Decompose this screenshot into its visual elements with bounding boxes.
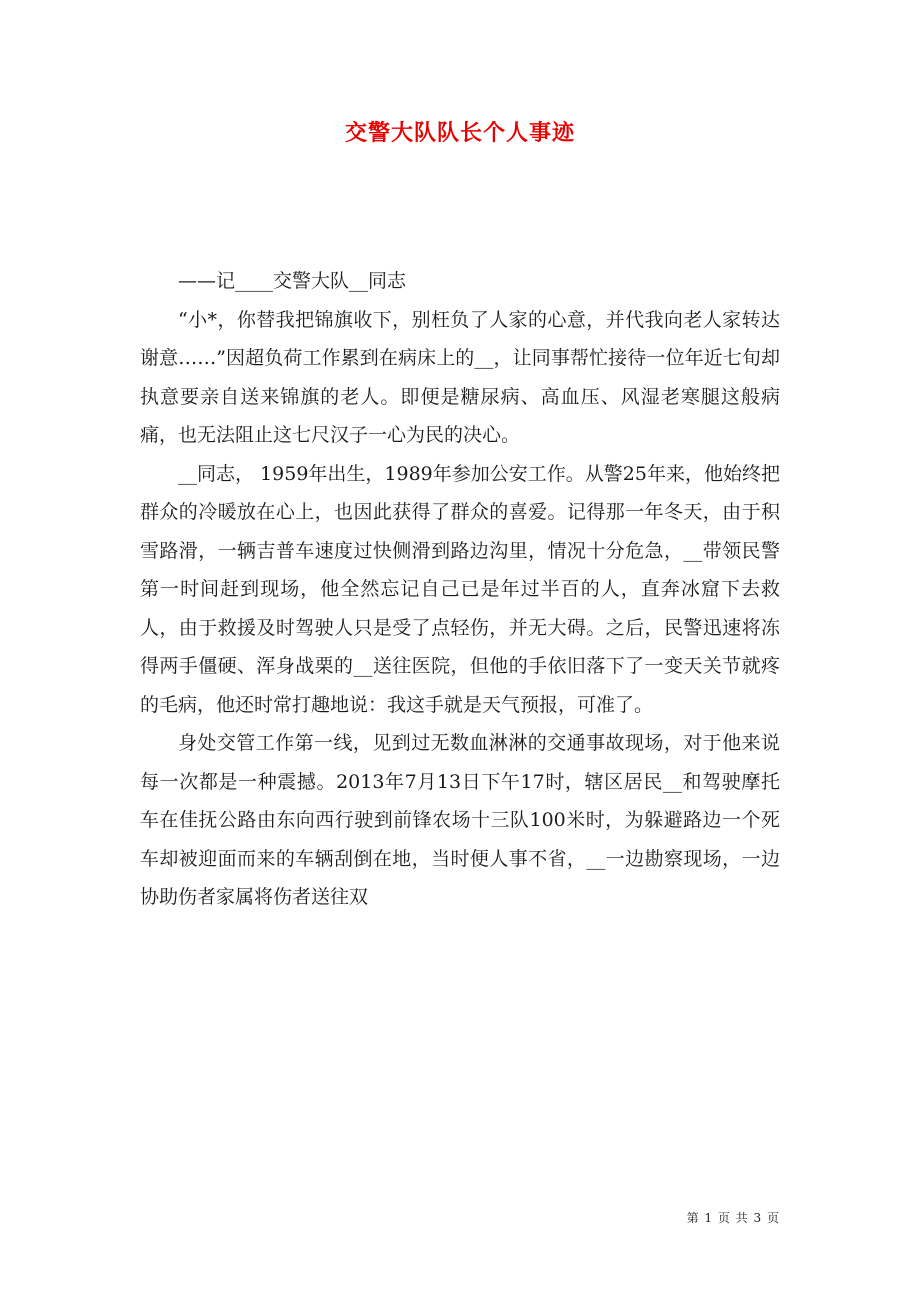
paragraph-1: “小*，你替我把锦旗收下，别枉负了人家的心意，并代我向老人家转达谢意……”因超负荷工作累到在病床上的__，让同事帮忙接待一位年近七旬却执意要亲自送来锦旗的老人。即便是糖尿病、高血压、风湿老寒腿这般病痛，也无法阻止这七尺汉子一心为民的决心。 (140, 308, 780, 446)
document-title: 交警大队队长个人事迹 (344, 120, 575, 146)
paragraph-3: 身处交管工作第一线，见到过无数血淋淋的交通事故现场，对于他来说每一次都是一种震撼。2013年7月13日下午17时，辖区居民__和驾驶摩托车在佳抚公路由东向西行驶到前锋农场十三队100米时，为躲避路边一个死车却被迎面而来的车辆刮倒在地，当时便人事不省，__一边勘察现场，一边协助伤者家属将伤者送往双 (140, 732, 780, 908)
document-body (140, 262, 780, 917)
paragraph-2: __同志， 1959年出生，1989年参加公安工作。从警25年来，他始终把群众的冷暖放在心上，也因此获得了群众的喜爱。记得那一年冬天，由于积雪路滑，一辆吉普车速度过快侧滑到路边沟里，情况十分危急，__带领民警第一时间赶到现场，他全然忘记自己已是年过半百的人，直奔冰窟下去救人，由于救援及时驾驶人只是受了点轻伤，并无大碍。之后，民警迅速将冻得两手僵硬、浑身战栗的__送往医院，但他的手依旧落下了一变天关节就疼的毛病，他还时常打趣地说：我这手就是天气预报，可准了。 (140, 462, 780, 716)
page-number-footer: 第 1 页 共 3 页 (686, 1211, 780, 1225)
document-subtitle: ——记____交警大队__同志 (178, 270, 407, 292)
